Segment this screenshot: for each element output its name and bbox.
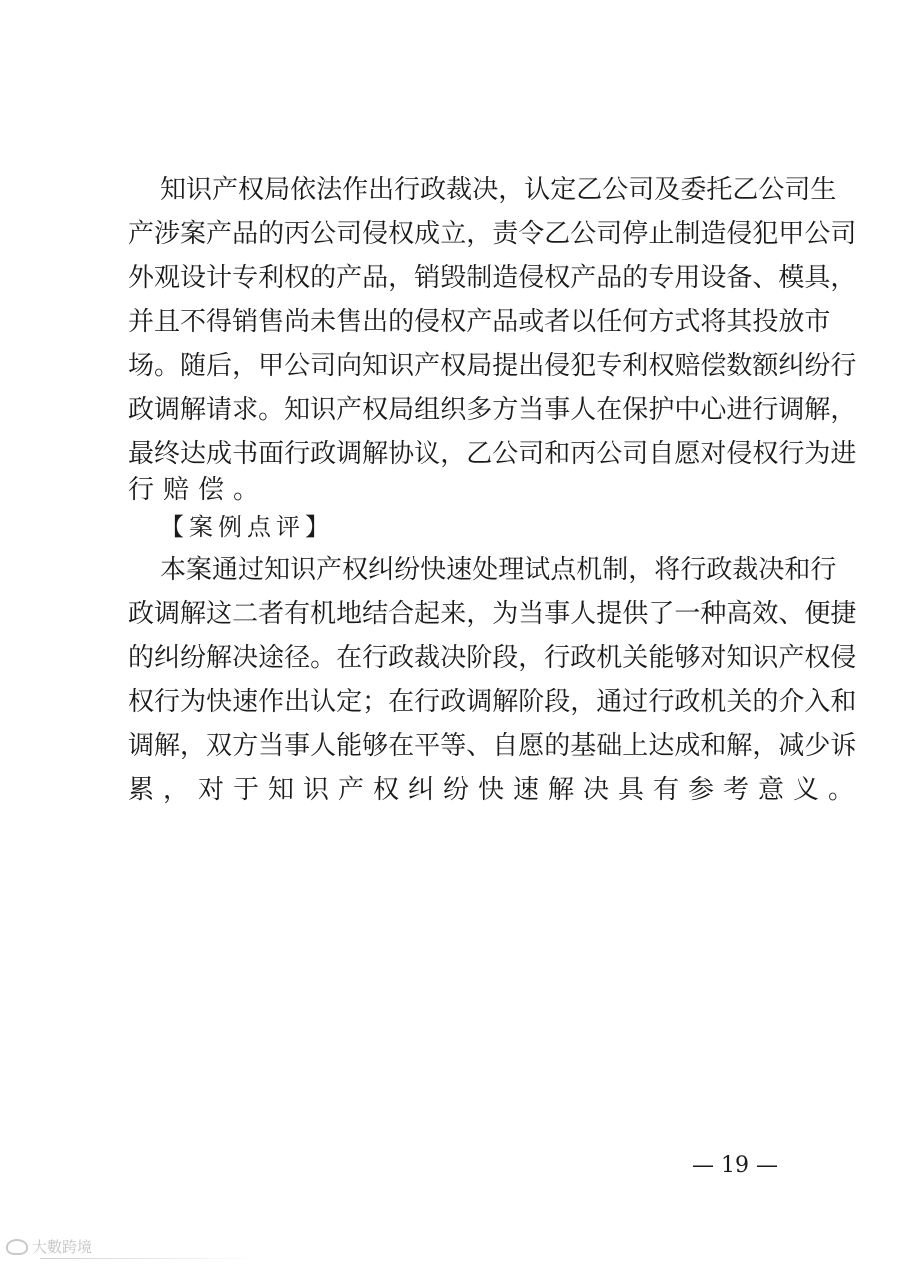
paragraph-2-line-5: 调 解 ， 双 方 当 事 人 能 够 在 平 等 、 自 愿 的 基 础 上 达 成 和 解 ， 减 少 诉 (128, 731, 857, 761)
watermark-text: 大數跨境 (32, 1238, 93, 1256)
paragraph-2-line-1: 本 案 通 过 知 识 产 权 纠 纷 快 速 处 理 试 点 机 制 ， 将 行 政 裁 决 和 行 (160, 555, 837, 585)
paragraph-1-line-3: 外 观 设 计 专 利 权 的 产 品 ， 销 毁 制 造 侵 权 产 品 的 专 用 设 备 、 模 具 ， (128, 263, 857, 293)
paragraph-2-line-3: 的 纠 纷 解 决 途 径 。 在 行 政 裁 决 阶 段 ， 行 政 机 关 能 够 对 知 识 产 权 侵 (128, 643, 857, 673)
paragraph-1-line-2: 产 涉 案 产 品 的 丙 公 司 侵 权 成 立 ， 责 令 乙 公 司 停 止 制 造 侵 犯 甲 公 司 (128, 219, 857, 249)
section-heading-case-comment: 【案例点评】 (160, 513, 334, 541)
paragraph-1-line-4: 并 且 不 得 销 售 尚 未 售 出 的 侵 权 产 品 或 者 以 任 何 方 式 将 其 投 放 市 (128, 307, 831, 337)
watermark-underline (40, 1258, 260, 1259)
paragraph-1-line-1: 知 识 产 权 局 依 法 作 出 行 政 裁 决 ， 认 定 乙 公 司 及 委 托 乙 公 司 生 (160, 175, 837, 205)
paragraph-1-line-7: 最 终 达 成 书 面 行 政 调 解 协 议 ， 乙 公 司 和 丙 公 司 自 愿 对 侵 权 行 为 进 (128, 439, 857, 469)
paragraph-2-line-6: 累，对于知识产权纠纷快速解决具有参考意义。 (128, 775, 864, 805)
paragraph-1-line-8: 行赔偿。 (128, 475, 269, 505)
cloud-logo-icon (6, 1239, 28, 1255)
paragraph-1-line-5: 场 。 随 后 ， 甲 公 司 向 知 识 产 权 局 提 出 侵 犯 专 利 权 赔 偿 数 额 纠 纷 行 (128, 351, 857, 381)
paragraph-2-line-2: 政 调 解 这 二 者 有 机 地 结 合 起 来 ， 为 当 事 人 提 供 了 一 种 高 效 、 便 捷 (128, 599, 857, 629)
paragraph-2-line-4: 权 行 为 快 速 作 出 认 定 ； 在 行 政 调 解 阶 段 ， 通 过 行 政 机 关 的 介 入 和 (128, 687, 857, 717)
page-number: — 19 — (692, 1153, 778, 1178)
watermark (6, 1236, 92, 1257)
paragraph-1-line-6: 政 调 解 请 求 。 知 识 产 权 局 组 织 多 方 当 事 人 在 保 护 中 心 进 行 调 解 ， (128, 395, 857, 425)
